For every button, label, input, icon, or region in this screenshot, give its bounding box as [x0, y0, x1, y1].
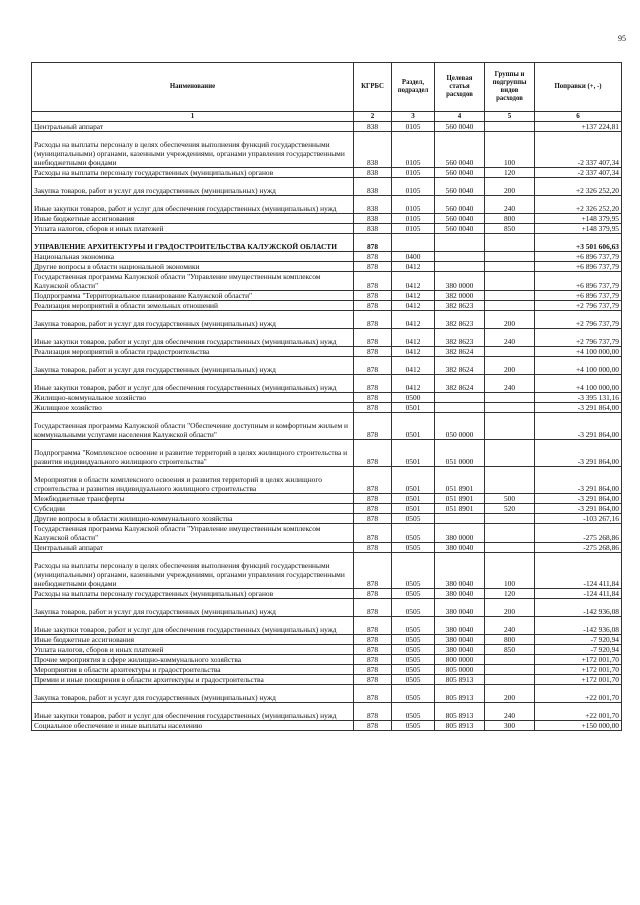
- cell-kgrbs: 878: [354, 721, 392, 731]
- table-row: [32, 224, 622, 234]
- header-target: Целевая статья расходов: [435, 63, 485, 112]
- cell-name: Жилищное хозяйство: [32, 403, 354, 413]
- cell-section: 0412: [392, 301, 435, 311]
- cell-amendment: -3 291 864,00: [535, 403, 622, 413]
- cell-amendment: +2 796 737,79: [535, 329, 622, 347]
- column-number: 1: [32, 112, 354, 122]
- table-row: [32, 645, 622, 655]
- table-row: [32, 347, 622, 357]
- cell-section: 0412: [392, 272, 435, 291]
- column-number: 5: [485, 112, 535, 122]
- cell-name: Иные бюджетные ассигнования: [32, 214, 354, 224]
- cell-section: 0105: [392, 178, 435, 196]
- table-row: [32, 494, 622, 504]
- cell-kgrbs: 878: [354, 665, 392, 675]
- cell-name: Другие вопросы в области национальной экономики: [32, 262, 354, 272]
- cell-name: Расходы на выплаты персоналу в целях обеспечения выполнения функций государственными (муниципальными) органами, казенными учреждениями, органами управления государственными внебюджетными фондами: [32, 553, 354, 589]
- cell-section: 0501: [392, 403, 435, 413]
- table-row: [32, 132, 622, 168]
- cell-amendment: -3 291 864,00: [535, 467, 622, 494]
- cell-kgrbs: 878: [354, 543, 392, 553]
- cell-kgrbs: 878: [354, 301, 392, 311]
- cell-kgrbs: 878: [354, 413, 392, 440]
- cell-name: Государственная программа Калужской области "Обеспечение доступным и комфортным жильем и коммунальными услугами населения Калужской области": [32, 413, 354, 440]
- table-row: [32, 721, 622, 731]
- cell-amendment: +6 896 737,79: [535, 262, 622, 272]
- cell-target: [435, 403, 485, 413]
- cell-group: 800: [485, 214, 535, 224]
- cell-target: 560 0040: [435, 196, 485, 214]
- cell-name: Центральный аппарат: [32, 122, 354, 132]
- cell-name: УПРАВЛЕНИЕ АРХИТЕКТУРЫ И ГРАДОСТРОИТЕЛЬСТВА КАЛУЖСКОЙ ОБЛАСТИ: [32, 234, 354, 252]
- cell-section: 0505: [392, 675, 435, 685]
- cell-name: Жилищно-коммунальное хозяйство: [32, 393, 354, 403]
- cell-group: [485, 403, 535, 413]
- cell-group: 520: [485, 504, 535, 514]
- cell-section: 0505: [392, 665, 435, 675]
- cell-group: 200: [485, 599, 535, 617]
- table-header-row: [32, 63, 622, 112]
- cell-target: 800 0000: [435, 655, 485, 665]
- header-kgrbs: КГРБС: [354, 63, 392, 112]
- table-row: [32, 234, 622, 252]
- cell-target: 382 8624: [435, 357, 485, 375]
- table-row: [32, 262, 622, 272]
- cell-kgrbs: 878: [354, 675, 392, 685]
- cell-group: [485, 514, 535, 524]
- header-section: Раздел, подраздел: [392, 63, 435, 112]
- cell-name: Расходы на выплаты персоналу государственных (муниципальных) органов: [32, 589, 354, 599]
- cell-amendment: +4 100 000,00: [535, 357, 622, 375]
- cell-target: 380 0000: [435, 272, 485, 291]
- cell-target: 560 0040: [435, 178, 485, 196]
- table-row: [32, 524, 622, 543]
- cell-amendment: -3 395 131,16: [535, 393, 622, 403]
- column-numbers-row: [32, 112, 622, 122]
- cell-group: 200: [485, 311, 535, 329]
- cell-kgrbs: 878: [354, 291, 392, 301]
- cell-name: Уплата налогов, сборов и иных платежей: [32, 224, 354, 234]
- cell-name: Закупка товаров, работ и услуг для государственных (муниципальных) нужд: [32, 178, 354, 196]
- cell-amendment: +22 001,70: [535, 703, 622, 721]
- table-row: [32, 675, 622, 685]
- table-row: [32, 311, 622, 329]
- cell-target: 382 8624: [435, 375, 485, 393]
- cell-amendment: +6 896 737,79: [535, 252, 622, 262]
- cell-group: 200: [485, 685, 535, 703]
- cell-section: 0505: [392, 599, 435, 617]
- cell-section: 0505: [392, 703, 435, 721]
- cell-section: 0500: [392, 393, 435, 403]
- column-number: 3: [392, 112, 435, 122]
- cell-name: Иные закупки товаров, работ и услуг для обеспечения государственных (муниципальных) нужд: [32, 196, 354, 214]
- cell-section: 0400: [392, 252, 435, 262]
- cell-target: 560 0040: [435, 168, 485, 178]
- cell-group: [485, 543, 535, 553]
- cell-amendment: +137 224,81: [535, 122, 622, 132]
- cell-group: [485, 234, 535, 252]
- cell-name: Государственная программа Калужской области "Управление имущественным комплексом Калужской области": [32, 524, 354, 543]
- table-row: [32, 252, 622, 262]
- cell-name: Мероприятия в области комплексного освоения и развития территорий в целях жилищного строительства и развития индивидуального жилищного строительства: [32, 467, 354, 494]
- cell-section: 0505: [392, 655, 435, 665]
- cell-target: 382 8623: [435, 329, 485, 347]
- cell-target: 050 0000: [435, 413, 485, 440]
- table-row: [32, 504, 622, 514]
- cell-section: 0412: [392, 311, 435, 329]
- cell-target: 382 0000: [435, 291, 485, 301]
- cell-kgrbs: 878: [354, 357, 392, 375]
- cell-group: 500: [485, 494, 535, 504]
- cell-group: 300: [485, 721, 535, 731]
- cell-group: [485, 347, 535, 357]
- cell-section: 0505: [392, 553, 435, 589]
- cell-kgrbs: 878: [354, 599, 392, 617]
- cell-section: 0501: [392, 504, 435, 514]
- cell-kgrbs: 838: [354, 132, 392, 168]
- table-row: [32, 467, 622, 494]
- table-row: [32, 357, 622, 375]
- cell-amendment: +6 896 737,79: [535, 291, 622, 301]
- cell-target: 380 0000: [435, 524, 485, 543]
- cell-section: 0505: [392, 589, 435, 599]
- cell-target: 051 8901: [435, 467, 485, 494]
- cell-kgrbs: 878: [354, 703, 392, 721]
- cell-amendment: -7 920,94: [535, 635, 622, 645]
- cell-section: 0505: [392, 721, 435, 731]
- cell-kgrbs: 838: [354, 178, 392, 196]
- cell-group: 240: [485, 196, 535, 214]
- cell-kgrbs: 878: [354, 635, 392, 645]
- cell-section: 0412: [392, 262, 435, 272]
- cell-kgrbs: 878: [354, 589, 392, 599]
- cell-amendment: -124 411,84: [535, 553, 622, 589]
- cell-kgrbs: 878: [354, 514, 392, 524]
- cell-target: 560 0040: [435, 132, 485, 168]
- cell-group: [485, 262, 535, 272]
- cell-target: 560 0040: [435, 224, 485, 234]
- cell-section: 0105: [392, 122, 435, 132]
- table-row: [32, 329, 622, 347]
- cell-section: 0505: [392, 514, 435, 524]
- cell-target: [435, 393, 485, 403]
- cell-kgrbs: 878: [354, 375, 392, 393]
- cell-kgrbs: 838: [354, 224, 392, 234]
- cell-name: Подпрограмма "Комплексное освоение и развитие территорий в целях жилищного строительства и развития индивидуального жилищного строительства": [32, 440, 354, 467]
- cell-amendment: -3 291 864,00: [535, 504, 622, 514]
- cell-amendment: -2 337 407,34: [535, 132, 622, 168]
- cell-group: [485, 272, 535, 291]
- cell-kgrbs: 878: [354, 655, 392, 665]
- cell-section: 0505: [392, 524, 435, 543]
- cell-target: 382 8623: [435, 301, 485, 311]
- cell-section: 0505: [392, 685, 435, 703]
- cell-target: 805 8913: [435, 685, 485, 703]
- table-row: [32, 413, 622, 440]
- cell-target: [435, 262, 485, 272]
- table-row: [32, 599, 622, 617]
- table-row: [32, 178, 622, 196]
- cell-group: 200: [485, 357, 535, 375]
- table-row: [32, 589, 622, 599]
- cell-name: Реализация мероприятий в области градостроительства: [32, 347, 354, 357]
- table-body: [32, 122, 622, 731]
- cell-target: 805 8913: [435, 675, 485, 685]
- table-row: [32, 685, 622, 703]
- cell-section: 0412: [392, 375, 435, 393]
- cell-amendment: -3 291 864,00: [535, 440, 622, 467]
- table-row: [32, 655, 622, 665]
- cell-section: 0105: [392, 168, 435, 178]
- cell-name: Иные закупки товаров, работ и услуг для обеспечения государственных (муниципальных) нужд: [32, 703, 354, 721]
- table-row: [32, 635, 622, 645]
- cell-name: Закупка товаров, работ и услуг для государственных (муниципальных) нужд: [32, 357, 354, 375]
- cell-target: 560 0040: [435, 122, 485, 132]
- table-row: [32, 196, 622, 214]
- cell-target: 051 0000: [435, 440, 485, 467]
- cell-group: 240: [485, 617, 535, 635]
- header-groups: Группы и подгруппы видов расходов: [485, 63, 535, 112]
- cell-name: Закупка товаров, работ и услуг для государственных (муниципальных) нужд: [32, 599, 354, 617]
- table-row: [32, 168, 622, 178]
- cell-name: Мероприятия в области архитектуры и градостроительства: [32, 665, 354, 675]
- cell-group: [485, 122, 535, 132]
- cell-amendment: -103 267,16: [535, 514, 622, 524]
- cell-group: 240: [485, 703, 535, 721]
- cell-kgrbs: 878: [354, 685, 392, 703]
- cell-name: Премии и иные поощрения в области архитектуры и градостроительства: [32, 675, 354, 685]
- cell-group: [485, 301, 535, 311]
- table-row: [32, 403, 622, 413]
- table-row: [32, 617, 622, 635]
- cell-section: 0501: [392, 413, 435, 440]
- cell-target: 380 0040: [435, 553, 485, 589]
- cell-group: [485, 675, 535, 685]
- cell-section: 0505: [392, 635, 435, 645]
- cell-group: 800: [485, 635, 535, 645]
- cell-name: Национальная экономика: [32, 252, 354, 262]
- cell-kgrbs: 878: [354, 347, 392, 357]
- cell-group: 240: [485, 375, 535, 393]
- table-row: [32, 703, 622, 721]
- cell-name: Прочие мероприятия в сфере жилищно-коммунального хозяйства: [32, 655, 354, 665]
- cell-amendment: +148 379,95: [535, 214, 622, 224]
- cell-group: 850: [485, 645, 535, 655]
- cell-kgrbs: 838: [354, 122, 392, 132]
- cell-target: 805 0000: [435, 665, 485, 675]
- cell-amendment: +22 001,70: [535, 685, 622, 703]
- cell-kgrbs: 878: [354, 234, 392, 252]
- cell-target: 560 0040: [435, 214, 485, 224]
- cell-name: Подпрограмма "Территориальное планирование Калужской области": [32, 291, 354, 301]
- cell-target: 380 0040: [435, 599, 485, 617]
- cell-group: 850: [485, 224, 535, 234]
- cell-group: [485, 655, 535, 665]
- cell-amendment: +2 326 252,20: [535, 178, 622, 196]
- cell-section: 0105: [392, 196, 435, 214]
- cell-amendment: +172 001,70: [535, 665, 622, 675]
- cell-kgrbs: 878: [354, 524, 392, 543]
- cell-amendment: -3 291 864,00: [535, 494, 622, 504]
- cell-section: 0105: [392, 214, 435, 224]
- cell-amendment: +172 001,70: [535, 655, 622, 665]
- cell-group: 100: [485, 553, 535, 589]
- table-row: [32, 375, 622, 393]
- cell-amendment: +2 796 737,79: [535, 311, 622, 329]
- cell-name: Иные закупки товаров, работ и услуг для обеспечения государственных (муниципальных) нужд: [32, 329, 354, 347]
- cell-target: 380 0040: [435, 645, 485, 655]
- cell-group: [485, 440, 535, 467]
- cell-kgrbs: 838: [354, 196, 392, 214]
- cell-amendment: +2 796 737,79: [535, 301, 622, 311]
- cell-section: 0412: [392, 329, 435, 347]
- cell-kgrbs: 878: [354, 329, 392, 347]
- table-row: [32, 122, 622, 132]
- cell-group: [485, 393, 535, 403]
- table-row: [32, 393, 622, 403]
- cell-group: [485, 413, 535, 440]
- cell-kgrbs: 878: [354, 467, 392, 494]
- cell-name: Иные закупки товаров, работ и услуг для обеспечения государственных (муниципальных) нужд: [32, 617, 354, 635]
- cell-group: 240: [485, 329, 535, 347]
- cell-amendment: +2 326 252,20: [535, 196, 622, 214]
- cell-group: [485, 291, 535, 301]
- cell-name: Закупка товаров, работ и услуг для государственных (муниципальных) нужд: [32, 685, 354, 703]
- cell-section: 0505: [392, 645, 435, 655]
- cell-group: [485, 524, 535, 543]
- cell-kgrbs: 838: [354, 168, 392, 178]
- cell-amendment: +4 100 000,00: [535, 375, 622, 393]
- cell-amendment: +172 001,70: [535, 675, 622, 685]
- cell-section: 0501: [392, 440, 435, 467]
- cell-section: [392, 234, 435, 252]
- column-number: 2: [354, 112, 392, 122]
- cell-name: Расходы на выплаты персоналу государственных (муниципальных) органов: [32, 168, 354, 178]
- cell-amendment: +3 501 606,63: [535, 234, 622, 252]
- column-number: 6: [535, 112, 622, 122]
- cell-section: 0505: [392, 617, 435, 635]
- cell-name: Государственная программа Калужской области "Управление имущественным комплексом Калужской области": [32, 272, 354, 291]
- cell-amendment: -275 268,86: [535, 543, 622, 553]
- cell-name: Закупка товаров, работ и услуг для государственных (муниципальных) нужд: [32, 311, 354, 329]
- cell-name: Иные закупки товаров, работ и услуг для обеспечения государственных (муниципальных) нужд: [32, 375, 354, 393]
- budget-amendments-table: [31, 62, 622, 731]
- table-row: [32, 214, 622, 224]
- cell-kgrbs: 878: [354, 252, 392, 262]
- cell-target: 380 0040: [435, 635, 485, 645]
- cell-target: 382 8624: [435, 347, 485, 357]
- column-number: 4: [435, 112, 485, 122]
- cell-name: Реализация мероприятий в области земельных отношений: [32, 301, 354, 311]
- cell-target: 051 8901: [435, 494, 485, 504]
- cell-section: 0412: [392, 357, 435, 375]
- table-row: [32, 543, 622, 553]
- cell-amendment: -7 920,94: [535, 645, 622, 655]
- cell-name: Расходы на выплаты персоналу в целях обеспечения выполнения функций государственными (муниципальными) органами, казенными учреждениями, органами управления государственными внебюджетными фондами: [32, 132, 354, 168]
- cell-amendment: +148 379,95: [535, 224, 622, 234]
- cell-target: [435, 252, 485, 262]
- header-amendments: Поправки (+, -): [535, 63, 622, 112]
- cell-kgrbs: 878: [354, 311, 392, 329]
- cell-amendment: -142 936,08: [535, 617, 622, 635]
- cell-name: Другие вопросы в области жилищно-коммунального хозяйства: [32, 514, 354, 524]
- cell-amendment: +6 896 737,79: [535, 272, 622, 291]
- table-row: [32, 440, 622, 467]
- cell-kgrbs: 878: [354, 440, 392, 467]
- cell-amendment: -275 268,86: [535, 524, 622, 543]
- cell-name: Центральный аппарат: [32, 543, 354, 553]
- cell-amendment: +150 000,00: [535, 721, 622, 731]
- cell-target: [435, 234, 485, 252]
- cell-kgrbs: 878: [354, 504, 392, 514]
- cell-name: Межбюджетные трансферты: [32, 494, 354, 504]
- cell-amendment: -124 411,84: [535, 589, 622, 599]
- cell-name: Субсидии: [32, 504, 354, 514]
- cell-target: 380 0040: [435, 589, 485, 599]
- cell-section: 0412: [392, 291, 435, 301]
- cell-target: 051 8901: [435, 504, 485, 514]
- page-number: 95: [618, 34, 626, 43]
- cell-kgrbs: 878: [354, 272, 392, 291]
- cell-kgrbs: 878: [354, 494, 392, 504]
- cell-group: 120: [485, 589, 535, 599]
- table-row: [32, 272, 622, 291]
- cell-kgrbs: 878: [354, 403, 392, 413]
- cell-target: 382 8623: [435, 311, 485, 329]
- cell-section: 0105: [392, 132, 435, 168]
- table-row: [32, 291, 622, 301]
- cell-group: [485, 665, 535, 675]
- cell-section: 0412: [392, 347, 435, 357]
- table-row: [32, 301, 622, 311]
- cell-kgrbs: 878: [354, 393, 392, 403]
- cell-name: Уплата налогов, сборов и иных платежей: [32, 645, 354, 655]
- cell-target: 805 8913: [435, 703, 485, 721]
- cell-group: 200: [485, 178, 535, 196]
- cell-group: [485, 467, 535, 494]
- cell-group: 120: [485, 168, 535, 178]
- cell-amendment: -3 291 864,00: [535, 413, 622, 440]
- table-row: [32, 665, 622, 675]
- cell-target: [435, 514, 485, 524]
- cell-section: 0105: [392, 224, 435, 234]
- cell-target: 380 0040: [435, 543, 485, 553]
- cell-name: Социальное обеспечение и иные выплаты населению: [32, 721, 354, 731]
- cell-amendment: -142 936,08: [535, 599, 622, 617]
- cell-kgrbs: 878: [354, 262, 392, 272]
- cell-kgrbs: 838: [354, 214, 392, 224]
- cell-amendment: +4 100 000,00: [535, 347, 622, 357]
- cell-target: 805 8913: [435, 721, 485, 731]
- cell-kgrbs: 878: [354, 617, 392, 635]
- cell-group: 100: [485, 132, 535, 168]
- cell-target: 380 0040: [435, 617, 485, 635]
- cell-section: 0505: [392, 543, 435, 553]
- header-name: Наименование: [32, 63, 354, 112]
- table-row: [32, 553, 622, 589]
- cell-amendment: -2 337 407,34: [535, 168, 622, 178]
- table-row: [32, 514, 622, 524]
- cell-kgrbs: 878: [354, 553, 392, 589]
- cell-group: [485, 252, 535, 262]
- cell-section: 0501: [392, 467, 435, 494]
- cell-section: 0501: [392, 494, 435, 504]
- cell-kgrbs: 878: [354, 645, 392, 655]
- cell-name: Иные бюджетные ассигнования: [32, 635, 354, 645]
